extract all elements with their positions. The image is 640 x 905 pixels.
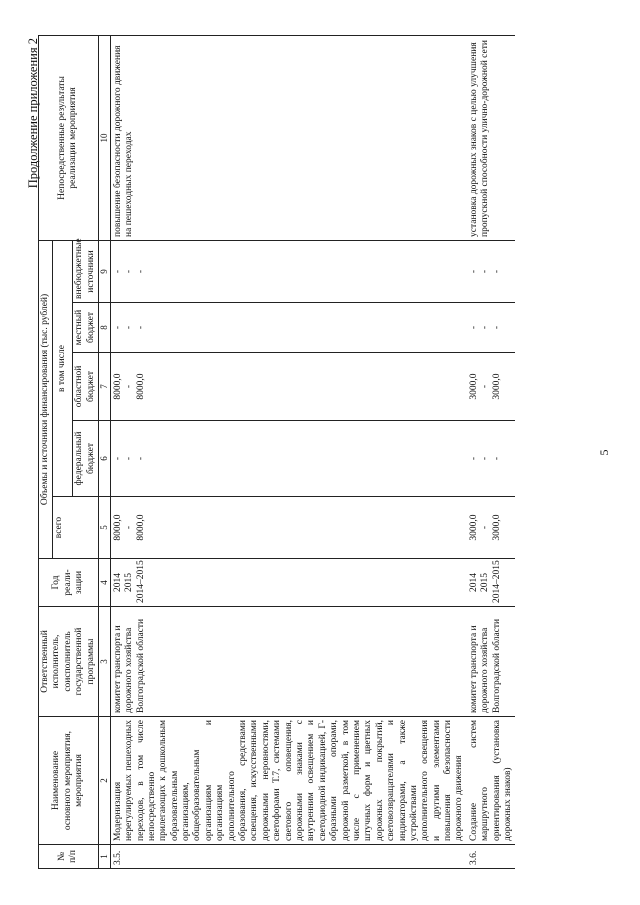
local-cell (110, 303, 467, 353)
year-value: 2014–2015 (135, 560, 146, 603)
col-number: 9 (98, 240, 110, 302)
total-value: - (124, 525, 135, 530)
header-local: местный бюджет (73, 303, 99, 353)
federal-value: - (112, 456, 123, 461)
federal-cell (110, 421, 467, 497)
regional-cell (467, 353, 516, 421)
years-cell (467, 559, 516, 607)
header-results: Непосредственные результаты реализации мероприятия (39, 35, 99, 240)
continuation-note: Продолжение приложения 2 (26, 38, 40, 189)
year-value: 2014–2015 (491, 560, 502, 603)
result-cell: повышение безопасности дорожного движения на пешеходных переходах (110, 35, 467, 240)
regional-value: - (124, 384, 135, 389)
local-value: - (112, 325, 123, 330)
total-value: 8000,0 (112, 514, 123, 541)
header-total: всего (53, 497, 99, 559)
extra-value: - (480, 269, 491, 274)
year-value: 2015 (124, 573, 135, 592)
extra-value: - (112, 269, 123, 274)
header-funding: Объемы и источники финансирования (тыс. рублей) (39, 240, 53, 558)
header-extra: внебюджетные источники (73, 240, 99, 302)
year-value: 2015 (480, 573, 491, 592)
local-value: - (480, 325, 491, 330)
col-number: 6 (98, 421, 110, 497)
federal-cell (467, 421, 516, 497)
federal-value: - (491, 456, 502, 461)
regional-cell (110, 353, 467, 421)
regional-value: 8000,0 (112, 373, 123, 400)
header-regional: областной бюджет (73, 353, 99, 421)
years-cell (110, 559, 467, 607)
col-number: 3 (98, 607, 110, 717)
header-year: Год реали- зации (39, 559, 99, 607)
local-cell (467, 303, 516, 353)
row-number: 3.6. (467, 845, 516, 869)
col-number: 4 (98, 559, 110, 607)
extra-cell (110, 240, 467, 302)
col-number: 2 (98, 717, 110, 845)
col-number: 7 (98, 353, 110, 421)
federal-value: - (135, 456, 146, 461)
col-number: 8 (98, 303, 110, 353)
local-value: - (135, 325, 146, 330)
result-cell: установка дорожных знаков с целью улучшения пропускной способности улично-дорожной сети (467, 35, 516, 240)
header-federal: федеральный бюджет (73, 421, 99, 497)
measure-name: Создание систем маршрутного ориентирования (установка дорожных знаков) (467, 717, 516, 845)
extra-value: - (468, 269, 479, 274)
year-value: 2014 (112, 573, 123, 592)
header-including: в том числе (53, 240, 73, 496)
year-value: 2014 (468, 573, 479, 592)
total-value: - (480, 525, 491, 530)
total-cell (110, 497, 467, 559)
measure-name: Модернизация нерегулируемых пешеходных переходов, в том числе непосредственно прилегающих к дошкольным образовательным организациям, общеобразовательным организациям и организациям дополнительного образования, средствами освещения, искусственными дорожными неровностями, светофорами Т.7, системами светового оповещения, дорожными знаками с внутренним освещением и светодиодной индикацией, Г-образными опорами, дорожной разметкой, в том числе с применением штучных форм и цветных дорожных покрытий, световозвращателями и индикаторами, а также устройствами дополнительного освещения и другими элементами повышения безопасности дорожного движения (110, 717, 467, 845)
extra-value: - (124, 269, 135, 274)
federal-value: - (480, 456, 491, 461)
executor-cell: комитет транспорта и дорожного хозяйства Волгоградской области (467, 607, 516, 717)
header-name: Наименование основного мероприятия, мероприятия (39, 717, 99, 845)
header-no: № п/п (39, 845, 99, 869)
extra-cell (467, 240, 516, 302)
col-number: 10 (98, 35, 110, 240)
extra-value: - (491, 269, 502, 274)
executor-cell: комитет транспорта и дорожного хозяйства Волгоградской области (110, 607, 467, 717)
total-value: 8000,0 (135, 514, 146, 541)
header-executor: Ответственный исполнитель, соисполнитель государственной программы (39, 607, 99, 717)
regional-value: 3000,0 (468, 373, 479, 400)
regional-value: 8000,0 (135, 373, 146, 400)
total-value: 3000,0 (491, 514, 502, 541)
local-value: - (491, 325, 502, 330)
col-number: 5 (98, 497, 110, 559)
col-number: 1 (98, 845, 110, 869)
program-table (38, 35, 515, 869)
extra-value: - (135, 269, 146, 274)
federal-value: - (468, 456, 479, 461)
total-value: 3000,0 (468, 514, 479, 541)
table-row (110, 35, 467, 868)
row-number: 3.5. (110, 845, 467, 869)
page-number: 5 (597, 449, 611, 456)
local-value: - (468, 325, 479, 330)
regional-value: 3000,0 (491, 373, 502, 400)
total-cell (467, 497, 516, 559)
local-value: - (124, 325, 135, 330)
regional-value: - (480, 384, 491, 389)
federal-value: - (124, 456, 135, 461)
table-row (467, 35, 516, 868)
